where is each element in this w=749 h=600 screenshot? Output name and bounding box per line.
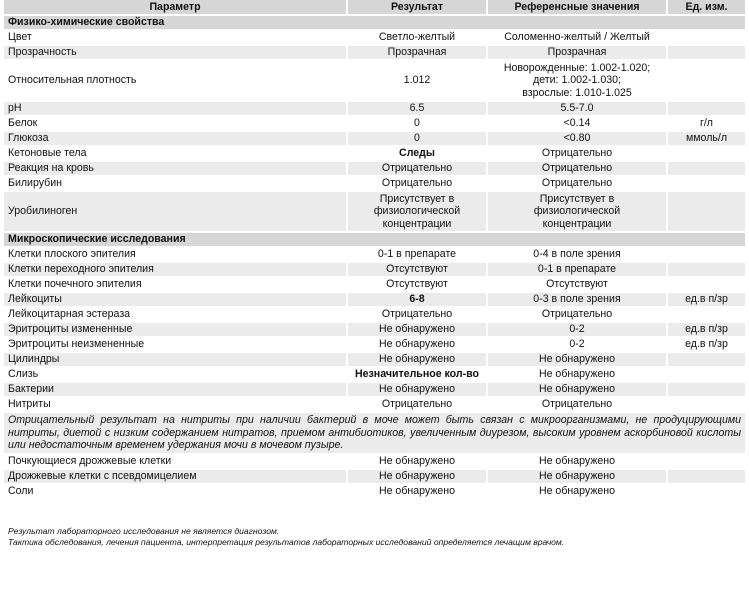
param-cell: Бактерии (4, 383, 346, 396)
disclaimer-line: Тактика обследования, лечения пациента, интерпретация результатов лабораторных исследований определяется лечащим врачом. (8, 537, 565, 547)
param-cell: Лейкоцитарная эстераза (8, 308, 131, 321)
unit-cell: ммоль/л (666, 132, 745, 145)
param-cell: Клетки плоского эпителия (8, 248, 136, 261)
param-cell: Лейкоциты (4, 293, 346, 306)
result-cell: Отрицательно (346, 177, 486, 190)
result-cell: Отсутствуют (346, 278, 486, 291)
reference-cell: 0-3 в поле зрения (486, 293, 666, 306)
unit-cell (666, 353, 745, 366)
reference-cell: <0.14 (486, 117, 666, 130)
param-cell: Эритроциты неизмененные (8, 338, 145, 351)
table-body (4, 16, 745, 498)
table-row (4, 46, 745, 59)
reference-cell: <0.80 (486, 132, 666, 145)
param-cell: Реакция на кровь (4, 162, 346, 175)
result-cell: Присутствует в физиологической концентрации (346, 192, 486, 231)
result-cell: Не обнаружено (346, 338, 486, 351)
param-cell: Клетки почечного эпителия (8, 278, 142, 291)
section-title: Микроскопические исследования (4, 233, 745, 246)
header-reference: Референсные значения (486, 0, 666, 14)
table-row (4, 177, 745, 190)
reference-cell: Присутствует в физиологической концентрации (486, 192, 666, 231)
unit-cell (666, 308, 745, 321)
unit-cell (666, 455, 745, 468)
result-cell: Не обнаружено (346, 383, 486, 396)
table-row (4, 338, 745, 351)
param-cell: Слизь (8, 368, 39, 381)
table-row (4, 102, 745, 115)
unit-cell (666, 398, 745, 411)
table-row (4, 147, 745, 160)
unit-cell: г/л (666, 117, 745, 130)
result-cell: Не обнаружено (346, 353, 486, 366)
disclaimer-line: Результат лабораторного исследования не является диагнозом. (8, 526, 280, 536)
result-cell: Незначительное кол-во (346, 368, 486, 381)
result-cell: Не обнаружено (346, 323, 486, 336)
result-cell: Не обнаружено (346, 470, 486, 483)
table-row (4, 383, 745, 396)
results-table (4, 0, 745, 500)
param-cell: Дрожжевые клетки с псевдомицелием (4, 470, 346, 483)
result-cell: Отрицательно (346, 308, 486, 321)
reference-cell: Не обнаружено (486, 353, 666, 366)
reference-cell: Не обнаружено (486, 455, 666, 468)
unit-cell (666, 177, 745, 190)
unit-cell: ед.в п/зр (666, 323, 745, 336)
reference-cell: 0-4 в поле зрения (486, 248, 666, 261)
table-row (4, 353, 745, 366)
section-header (4, 16, 745, 29)
unit-cell (666, 31, 745, 44)
reference-cell: Отрицательно (486, 162, 666, 175)
unit-cell (666, 383, 745, 396)
reference-cell: Не обнаружено (486, 368, 666, 381)
param-cell: Прозрачность (4, 46, 346, 59)
table-row (4, 192, 745, 231)
param-cell: Билирубин (8, 177, 62, 190)
param-cell: Кетоновые тела (8, 147, 87, 160)
unit-cell: ед.в п/зр (666, 293, 745, 306)
result-cell: Отрицательно (346, 162, 486, 175)
table-row (4, 368, 745, 381)
unit-cell (666, 61, 745, 100)
section-title: Физико-химические свойства (4, 16, 745, 29)
unit-cell (666, 263, 745, 276)
table-row (4, 117, 745, 130)
reference-cell: Отрицательно (486, 398, 666, 411)
table-row (4, 308, 745, 321)
unit-cell (666, 46, 745, 59)
param-cell: Белок (8, 117, 38, 130)
reference-cell: Отсутствуют (486, 278, 666, 291)
result-cell: 0 (346, 117, 486, 130)
result-cell: Отрицательно (346, 398, 486, 411)
reference-cell: Соломенно-желтый / Желтый (486, 31, 666, 44)
param-cell: Нитриты (8, 398, 51, 411)
param-cell: pH (4, 102, 346, 115)
reference-cell: 0-1 в препарате (486, 263, 666, 276)
table-row (4, 132, 745, 145)
reference-cell: Не обнаружено (486, 470, 666, 483)
result-cell: Следы (346, 147, 486, 160)
result-cell: Светло-желтый (346, 31, 486, 44)
unit-cell (666, 147, 745, 160)
section-header (4, 233, 745, 246)
result-cell: Не обнаружено (346, 455, 486, 468)
table-row (4, 398, 745, 411)
unit-cell (666, 248, 745, 261)
param-cell: Уробилиноген (4, 192, 346, 231)
result-cell: 0 (346, 132, 486, 145)
table-row (4, 248, 745, 261)
reference-cell: Прозрачная (486, 46, 666, 59)
unit-cell (666, 102, 745, 115)
reference-cell: Отрицательно (486, 308, 666, 321)
param-cell: Соли (8, 484, 34, 497)
nitrite-note: Отрицательный результат на нитриты при наличии бактерий в моче может быть связан с микроорганизмами, не продуцирующими нитриты, диетой с низким содержанием нитратов, приемом антибиотиков, увеличенным диурезом, высоким уровнем аскорбиновой кислоты или недостаточным временем удержания мочи в мочевом пузыре. (4, 413, 745, 453)
result-cell: Прозрачная (346, 46, 486, 59)
table-header (4, 0, 745, 14)
table-row (4, 263, 745, 276)
unit-cell (666, 278, 745, 291)
reference-cell: Не обнаружено (486, 485, 666, 498)
table-row (4, 61, 745, 100)
header-unit: Ед. изм. (666, 0, 745, 14)
table-row (4, 31, 745, 44)
reference-cell: Новорожденные: 1.002-1.020; дети: 1.002-1.030; взрослые: 1.010-1.025 (486, 61, 666, 100)
unit-cell (666, 368, 745, 381)
table-row (4, 293, 745, 306)
result-cell: 6-8 (346, 293, 486, 306)
unit-cell: ед.в п/зр (666, 338, 745, 351)
result-cell: 6.5 (346, 102, 486, 115)
table-row (4, 485, 745, 498)
reference-cell: Отрицательно (486, 147, 666, 160)
table-row (4, 470, 745, 483)
param-cell: Клетки переходного эпителия (4, 263, 346, 276)
unit-cell (666, 485, 745, 498)
reference-cell: 5.5-7.0 (486, 102, 666, 115)
result-cell: Отсутствуют (346, 263, 486, 276)
reference-cell: Не обнаружено (486, 383, 666, 396)
table-row (4, 162, 745, 175)
unit-cell (666, 192, 745, 231)
reference-cell: 0-2 (486, 338, 666, 351)
param-cell: Цилиндры (4, 353, 346, 366)
param-cell: Цвет (8, 31, 32, 44)
result-cell: 1.012 (346, 61, 486, 100)
header-param: Параметр (4, 0, 346, 14)
unit-cell (666, 162, 745, 175)
table-row (4, 278, 745, 291)
reference-cell: 0-2 (486, 323, 666, 336)
param-cell: Относительная плотность (8, 74, 137, 87)
param-cell: Эритроциты измененные (4, 323, 346, 336)
note-row (4, 413, 745, 453)
param-cell: Почкующиеся дрожжевые клетки (8, 454, 172, 467)
unit-cell (666, 470, 745, 483)
disclaimer (8, 526, 564, 548)
table-row (4, 323, 745, 336)
header-result: Результат (346, 0, 486, 14)
table-row (4, 455, 745, 468)
reference-cell: Отрицательно (486, 177, 666, 190)
result-cell: 0-1 в препарате (346, 248, 486, 261)
result-cell: Не обнаружено (346, 485, 486, 498)
param-cell: Глюкоза (4, 132, 346, 145)
